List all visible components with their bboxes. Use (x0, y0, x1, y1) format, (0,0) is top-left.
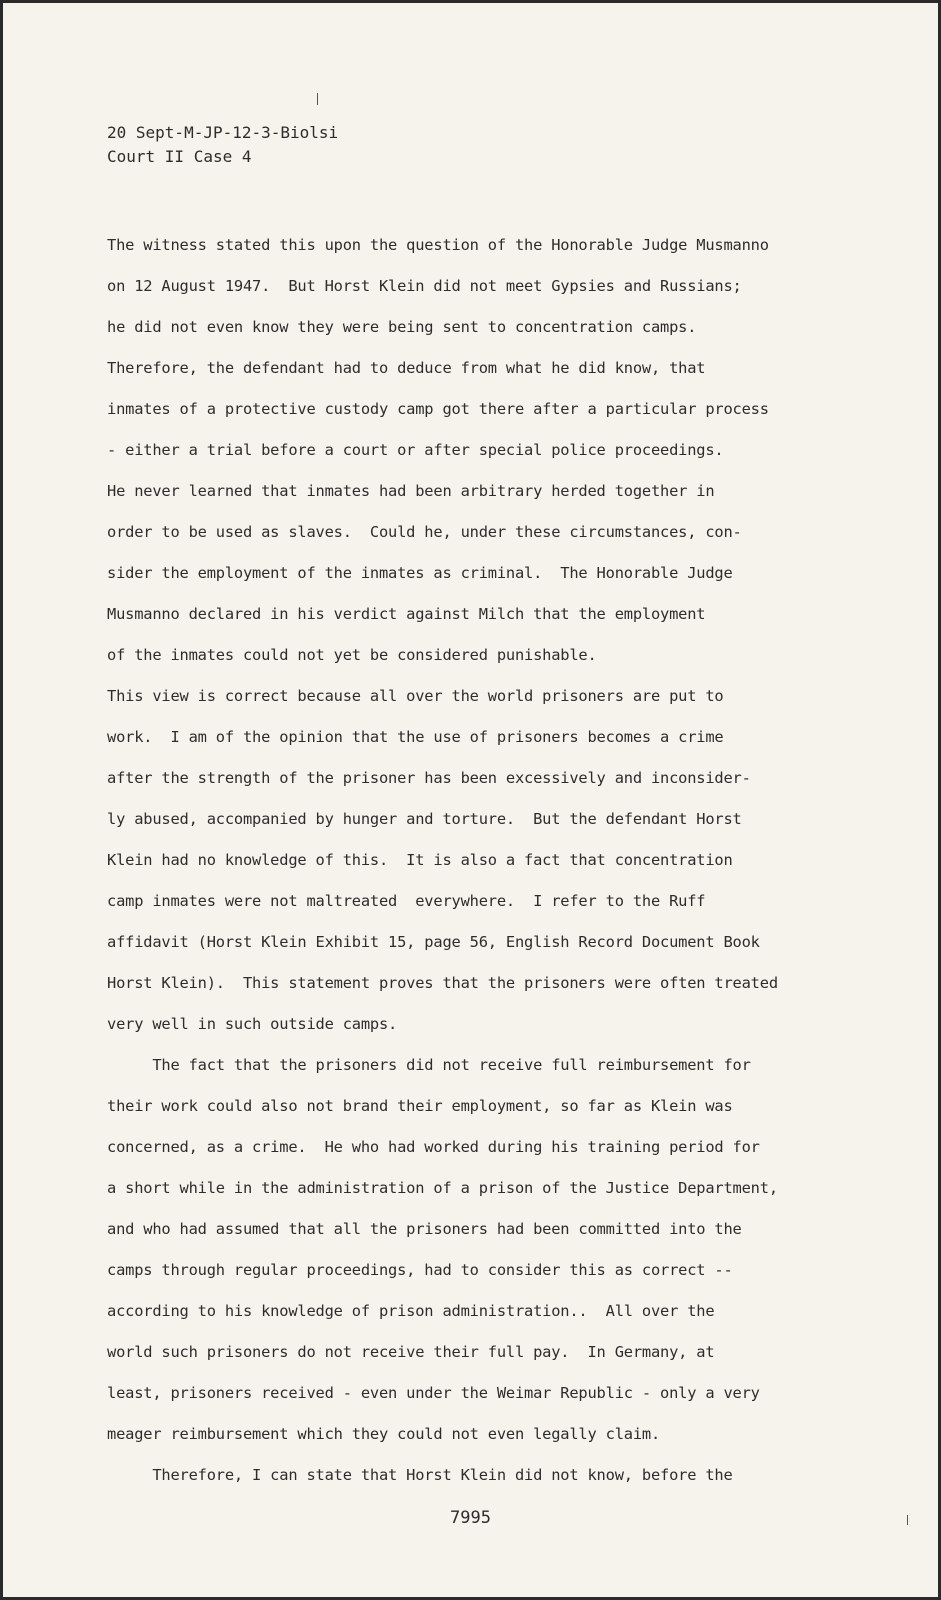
body-line: He never learned that inmates had been arbitrary herded together in (107, 482, 715, 500)
body-line: according to his knowledge of prison administration.. All over the (107, 1302, 715, 1320)
body-line: This view is correct because all over the world prisoners are put to (107, 687, 724, 705)
body-line: affidavit (Horst Klein Exhibit 15, page 56, English Record Document Book (107, 933, 760, 951)
body-line: camps through regular proceedings, had to consider this as correct -- (107, 1261, 733, 1279)
body-line: and who had assumed that all the prisoners had been committed into the (107, 1220, 742, 1238)
body-line: Horst Klein). This statement proves that the prisoners were often treated (107, 974, 778, 992)
body-line: Therefore, I can state that Horst Klein did not know, before the (107, 1466, 733, 1484)
page-number: 7995 (450, 1508, 491, 1528)
body-line: their work could also not brand their employment, so far as Klein was (107, 1097, 733, 1115)
body-line: a short while in the administration of a prison of the Justice Department, (107, 1179, 778, 1197)
body-line: Klein had no knowledge of this. It is also a fact that concentration (107, 851, 733, 869)
margin-tick-mark-right (907, 1515, 908, 1525)
body-line: he did not even know they were being sent to concentration camps. (107, 318, 697, 336)
header-court-case: Court II Case 4 (107, 147, 252, 166)
body-line: after the strength of the prisoner has been excessively and inconsider- (107, 769, 751, 787)
body-line: - either a trial before a court or after special police proceedings. (107, 441, 724, 459)
body-line: camp inmates were not maltreated everywhere. I refer to the Ruff (107, 892, 706, 910)
body-line: least, prisoners received - even under the Weimar Republic - only a very (107, 1384, 760, 1402)
body-text (107, 225, 907, 1496)
body-line: ly abused, accompanied by hunger and torture. But the defendant Horst (107, 810, 742, 828)
body-line: Therefore, the defendant had to deduce from what he did know, that (107, 359, 706, 377)
body-line: world such prisoners do not receive their full pay. In Germany, at (107, 1343, 715, 1361)
body-line: sider the employment of the inmates as criminal. The Honorable Judge (107, 564, 733, 582)
body-line: of the inmates could not yet be considered punishable. (107, 646, 597, 664)
body-line: very well in such outside camps. (107, 1015, 398, 1033)
margin-tick-mark (317, 93, 318, 105)
body-line: Musmanno declared in his verdict against Milch that the employment (107, 605, 706, 623)
body-line: work. I am of the opinion that the use of prisoners becomes a crime (107, 728, 724, 746)
body-line: meager reimbursement which they could not even legally claim. (107, 1425, 661, 1443)
body-line: The witness stated this upon the question of the Honorable Judge Musmanno (107, 236, 769, 254)
body-line: The fact that the prisoners did not receive full reimbursement for (107, 1056, 751, 1074)
body-line: inmates of a protective custody camp got there after a particular process (107, 400, 769, 418)
document-header (107, 121, 338, 169)
body-line: on 12 August 1947. But Horst Klein did not meet Gypsies and Russians; (107, 277, 742, 295)
body-line: order to be used as slaves. Could he, under these circumstances, con- (107, 523, 742, 541)
body-line: concerned, as a crime. He who had worked during his training period for (107, 1138, 760, 1156)
header-reference: 20 Sept-M-JP-12-3-Biolsi (107, 123, 339, 142)
